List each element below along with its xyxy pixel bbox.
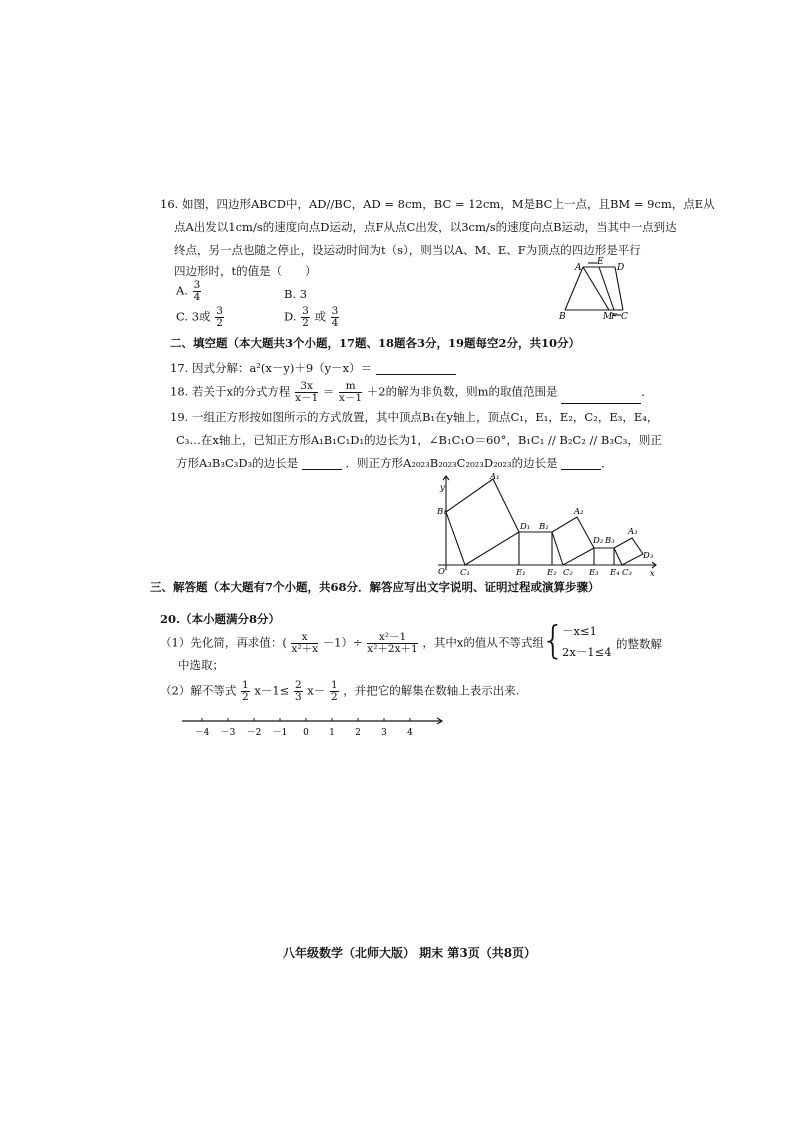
q19-line1: 19. 一组正方形按如图所示的方式放置，其中顶点B₁在y轴上，顶点C₁，E₁，E₂，C₂，E₃，E₄， <box>170 410 659 424</box>
frac-den: x²＋2x＋1 <box>367 643 418 656</box>
q16-text-line1: 如图，四边形ABCD中，AD//BC，AD = 8cm，BC = 12cm，M是BC上一点，且BM = 9cm，点E从 <box>181 197 715 211</box>
label-e: E <box>597 257 604 267</box>
q20-part1-tail: 的整数解 <box>616 637 662 651</box>
frac-den: 2 <box>302 317 309 330</box>
segment-ef <box>599 267 614 310</box>
q20-inequality-2: 2x－1≤4 <box>562 645 612 659</box>
frac-den: 4 <box>193 291 201 304</box>
q20-part2-mid2: x－ <box>307 683 326 698</box>
q17 <box>170 361 456 375</box>
frac-num: 3x <box>295 381 318 393</box>
frac-num: x <box>291 632 318 644</box>
label-b: B <box>559 312 566 322</box>
label-d: D <box>617 263 625 273</box>
label-o: O <box>438 567 445 577</box>
section2-title: 二、填空题（本大题共3个小题，17题、18题各3分，19题每空2分，共10分） <box>170 336 581 350</box>
q16-text-line4: 四边形时，t的值是（ ） <box>174 264 317 278</box>
q16-option-c-fraction <box>215 306 224 329</box>
label-e3: E₃ <box>589 568 599 578</box>
number-line-tick-label: －1 <box>272 728 288 738</box>
q18-fraction1 <box>295 381 318 404</box>
label-x: x <box>650 569 655 579</box>
frac-den: x²＋x <box>291 643 319 656</box>
segment-ab <box>565 267 583 310</box>
frac-den: 2 <box>241 691 249 704</box>
q20-part1-mid: －1）÷ <box>322 635 363 650</box>
q20-part2 <box>160 680 519 703</box>
q16-text-line2: 点A出发以1cm/s的速度向点D运动，点F从点C出发，以3cm/s的速度向点B运动，当其中一点到达 <box>174 220 677 234</box>
q20-part2-pre: （2）解不等式 <box>160 683 237 698</box>
q19-line2: C₃…在x轴上，已知正方形A₁B₁C₁D₁的边长为1，∠B₁C₁O＝60°，B₁C₁ // B₂C₂ // B₃C₃，则正 <box>176 433 662 447</box>
number-line-tick-label: －4 <box>194 728 210 738</box>
label-d1: D₁ <box>520 522 531 532</box>
label-b3: B₃ <box>605 536 615 546</box>
frac-den: 2 <box>216 317 223 330</box>
q18: 18. 若关于x的分式方程 $\frac{3x}{x-1}$ ＝ $\frac{m}{x-1}$ ＋2的解为非负数，则m的取值范围是 ． <box>170 380 653 405</box>
inequality-brace: { <box>541 618 566 662</box>
q20-title: 20.（本小题满分8分） <box>160 612 281 626</box>
q16-number: 16. <box>160 197 179 211</box>
q16-option-d-fraction2 <box>331 306 340 329</box>
q20-part1-post: ，其中x的值从不等式组 <box>422 635 544 650</box>
frac-num: m <box>339 381 362 393</box>
label-c3: C₃ <box>622 568 632 578</box>
frac-num: 3 <box>216 305 223 317</box>
number-line-tick-label: 0 <box>303 728 309 738</box>
label-d3: D₃ <box>643 551 654 561</box>
square-3 <box>614 538 643 565</box>
q17-text: 17. 因式分解：a²(x－y)＋9（y－x）＝ <box>170 361 373 375</box>
frac-den: 3 <box>294 691 302 704</box>
q17-answer-blank[interactable] <box>376 363 456 375</box>
square-1 <box>446 479 519 565</box>
frac-num: 3 <box>193 279 201 291</box>
q18-answer-blank[interactable] <box>561 392 641 404</box>
label-b1: B₁ <box>437 507 447 517</box>
frac-num: 1 <box>330 679 338 691</box>
frac-num: 1 <box>241 679 249 691</box>
label-f: F <box>611 312 617 321</box>
q16-line1 <box>160 197 715 211</box>
q16-option-d-label: D. <box>284 309 297 324</box>
q16-option-d <box>284 306 340 329</box>
q20-part1 <box>160 632 544 655</box>
label-a1: A₁ <box>490 472 500 482</box>
label-a3: A₃ <box>628 527 638 537</box>
number-line-tick-label: 1 <box>329 728 335 738</box>
q20-part1-pre: （1）先化简，再求值：( <box>160 635 287 650</box>
q16-trapezoid-figure <box>555 255 635 325</box>
number-line-tick-label: 2 <box>355 728 361 738</box>
number-line-tick-label: －2 <box>246 728 262 738</box>
q19-squares-figure <box>430 470 660 580</box>
q16-option-a-fraction <box>193 280 202 303</box>
q16-option-d-fraction1 <box>301 306 310 329</box>
label-e2: E₂ <box>547 568 557 578</box>
q20-part1-fraction2 <box>367 632 417 655</box>
q16-text-line3: 终点，另一点也随之停止，设运动时间为t（s），则当以A、M、E、F为顶点的四边形是平行 <box>174 243 641 257</box>
q16-option-c <box>176 306 225 329</box>
q20-part1-line2: 中选取； <box>178 658 224 672</box>
q20-part2-fraction1 <box>241 680 250 703</box>
q19-answer-blank-1[interactable] <box>302 458 342 470</box>
page-footer: 八年级数学（北师大版） 期末 第3页（共8页） <box>283 946 537 960</box>
label-e4: E₄ <box>610 568 620 578</box>
q16-option-c-label: C. 3或 <box>176 309 211 324</box>
frac-den: x－1 <box>339 392 363 405</box>
label-y: y <box>440 483 445 493</box>
q18-post: ＋2的解为非负数，则m的取值范围是 <box>366 384 558 399</box>
label-d2: D₂ <box>593 536 604 546</box>
label-c: C <box>621 312 628 322</box>
square-2 <box>552 517 594 565</box>
section3-title: 三、解答题（本大题有7个小题，共68分．解答应写出文字说明、证明过程或演算步骤） <box>150 580 600 594</box>
q20-part2-mid: x－1≤ <box>254 683 290 698</box>
q19-answer-blank-2[interactable] <box>561 458 601 470</box>
q20-part2-post: ，并把它的解集在数轴上表示出来. <box>343 683 520 698</box>
frac-num: x²－1 <box>367 632 417 644</box>
q19-line3a: 方形A₃B₃C₃D₃的边长是 <box>176 456 299 470</box>
frac-num: 3 <box>302 305 309 317</box>
frac-den: x－1 <box>295 392 319 405</box>
label-a2: A₂ <box>574 507 584 517</box>
q16-option-a-label: A. <box>176 283 188 298</box>
q20-part1-fraction1 <box>291 632 318 655</box>
number-line-tick-label: －3 <box>220 728 236 738</box>
q18-fraction2 <box>339 381 362 404</box>
label-c1: C₁ <box>460 568 470 578</box>
label-a: A <box>575 263 582 273</box>
segment-am <box>583 267 609 310</box>
q20-part2-fraction2 <box>294 680 303 703</box>
number-line[interactable] <box>180 715 450 745</box>
frac-den: 2 <box>330 691 338 704</box>
label-m: M <box>603 312 613 322</box>
frac-den: 4 <box>331 317 339 330</box>
q16-option-d-or: 或 <box>314 309 326 324</box>
number-line-tick-label: 3 <box>381 728 387 738</box>
label-e1: E₁ <box>516 568 526 578</box>
q18-pre: 18. 若关于x的分式方程 <box>170 384 291 399</box>
q16-option-b: B. 3 <box>284 287 308 301</box>
q20-inequality-1: －x≤1 <box>562 624 597 638</box>
q16-option-a <box>176 280 202 303</box>
q18-eq: ＝ <box>322 384 335 399</box>
q19-line3: 方形A₃B₃C₃D₃的边长是 ．则正方形A₂₀₂₃B₂₀₂₃C₂₀₂₃D₂₀₂₃的边长是 ． <box>176 456 613 470</box>
number-line-tick-label: 4 <box>407 728 413 738</box>
frac-num: 3 <box>331 305 339 317</box>
segment-dc <box>615 267 623 310</box>
label-b2: B₂ <box>539 522 549 532</box>
frac-num: 2 <box>294 679 302 691</box>
q19-line3b: ．则正方形A₂₀₂₃B₂₀₂₃C₂₀₂₃D₂₀₂₃的边长是 <box>345 456 558 470</box>
label-c2: C₂ <box>563 568 573 578</box>
q20-part2-fraction3 <box>330 680 339 703</box>
